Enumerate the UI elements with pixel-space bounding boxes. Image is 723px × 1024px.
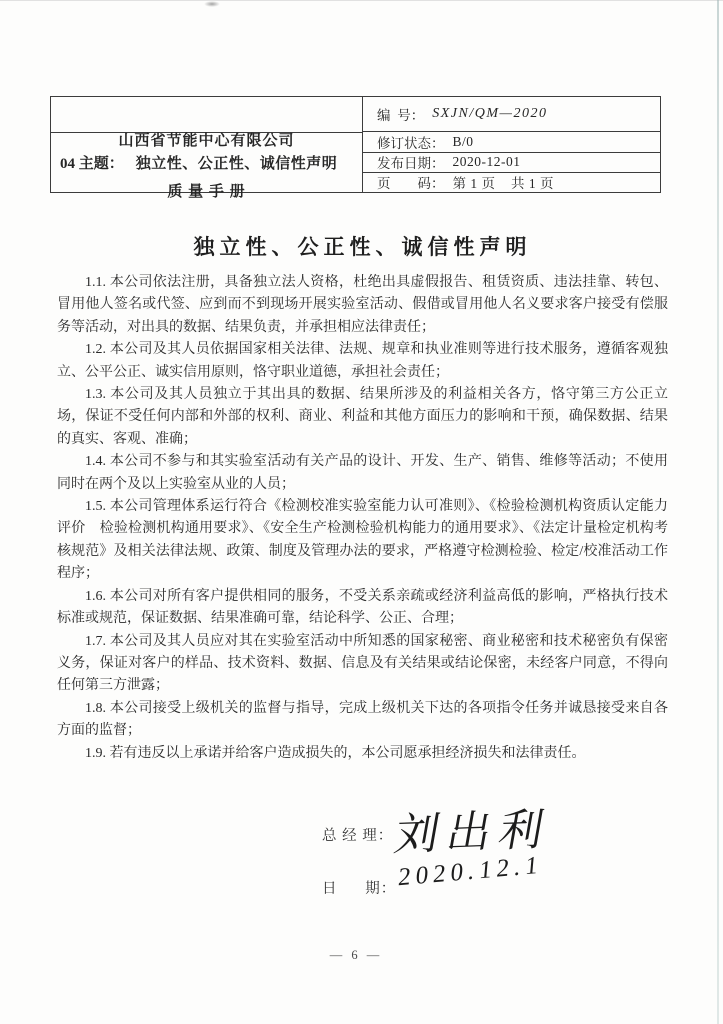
doc-number-cell bbox=[363, 97, 660, 132]
doc-number-label: 编 号： bbox=[377, 107, 425, 123]
topic-label: 04 主题： bbox=[60, 156, 124, 172]
issue-date-label: 发布日期： bbox=[377, 156, 445, 172]
revision-value: B/0 bbox=[452, 133, 474, 149]
doc-number-value: SXJN/QM—2020 bbox=[432, 105, 548, 121]
page-number-cell bbox=[363, 172, 660, 192]
declaration-paragraph-2: 1.2. 本公司及其人员依据国家相关法律、法规、规章和执业准则等进行技术服务，遵循客观独立、公平公正、诚实信用原则，恪守职业道德，承担社会责任； bbox=[57, 342, 668, 380]
topic-value: 独立性、公正性、诚信性声明 bbox=[135, 156, 338, 172]
company-name: 山西省节能中心有限公司 bbox=[118, 133, 295, 149]
scan-top-edge-artifact bbox=[0, 0, 723, 1]
page-number-label: 页 码： bbox=[377, 176, 445, 192]
declaration-body bbox=[57, 231, 668, 765]
declaration-paragraph-8: 1.8. 本公司接受上级机关的监督与指导，完成上级机关下达的各项指令任务并诚恳接受来自各方面的监督； bbox=[57, 700, 668, 739]
manual-title: 质 量 手 册 bbox=[167, 184, 246, 200]
issue-date-value: 2020-12-01 bbox=[452, 154, 521, 170]
revision-cell bbox=[363, 132, 660, 152]
declaration-paragraph-6: 1.6. 本公司对所有客户提供相同的服务，不受关系亲疏或经济利益高低的影响，严格执行技术标准或规范，保证数据、结果准确可靠，结论科学、公正、合理； bbox=[57, 588, 668, 627]
declaration-paragraph-7: 1.7. 本公司及其人员应对其在实验室活动中所知悉的国家秘密、商业秘密和技术秘密负有保密义务，保证对客户的样品、技术资料、数据、信息及有关结果或结论保密，未经客户同意，不得向任何第三方泄露； bbox=[57, 633, 668, 694]
document-title: 独立性、公正性、诚信性声明 bbox=[193, 235, 532, 259]
issue-date-cell bbox=[363, 152, 660, 172]
general-manager-label: 总 经 理： bbox=[322, 828, 394, 844]
declaration-paragraph-1: 1.1. 本公司依法注册，具备独立法人资格，杜绝出具虚假报告、租赁资质、违法挂靠、转包、冒用他人签名或代签、应到而不到现场开展实验室活动、假借或冒用他人名义要求客户接受有偿服务等活动，对出具的数据、结果负责，并承担相应法律责任； bbox=[57, 275, 668, 335]
declaration-paragraph-4: 1.4. 本公司不参与和其实验室活动有关产品的设计、开发、生产、销售、维修等活动；不使用同时在两个及以上实验室从业的人员； bbox=[57, 454, 668, 492]
declaration-paragraph-9: 1.9. 若有违反以上承诺并给客户造成损失的，本公司愿承担经济损失和法律责任。 bbox=[85, 745, 586, 761]
scan-smudge bbox=[204, 1, 220, 7]
declaration-paragraph-5: 1.5. 本公司管理体系运行符合《检测校准实验室能力认可准则》、《检验检测机构资质认定能力评价 检验检测机构通用要求》、《安全生产检测检验机构能力的通用要求》、《法定计量检定机构考核规范》及相关法律法规、政策、制度及管理办法的要求，严格遵守检测检验、检定/校准活动工作程序； bbox=[57, 499, 668, 582]
document-header-table bbox=[50, 96, 661, 200]
revision-label: 修订状态： bbox=[377, 135, 445, 151]
general-manager-handwritten-signature: 刘出利 bbox=[390, 805, 556, 860]
page-footer-number: — 6 — bbox=[329, 948, 383, 962]
header-right-column bbox=[363, 97, 660, 192]
declaration-paragraph-3: 1.3. 本公司及其人员独立于其出具的数据、结果所涉及的利益相关各方，恪守第三方公正立场，保证不受任何内部和外部的权利、商业、利益和其他方面压力的影响和干预，确保数据、结果的真实、客观、准确； bbox=[57, 387, 668, 447]
topic-cell bbox=[51, 133, 362, 192]
signature-date-label: 日 期： bbox=[322, 881, 397, 897]
header-left-column bbox=[51, 97, 363, 200]
page-number-value: 第 1 页 共 1 页 bbox=[452, 176, 554, 192]
handwritten-date: 2020.12.1 bbox=[397, 851, 544, 892]
scan-right-edge-artifact bbox=[717, 0, 719, 1024]
